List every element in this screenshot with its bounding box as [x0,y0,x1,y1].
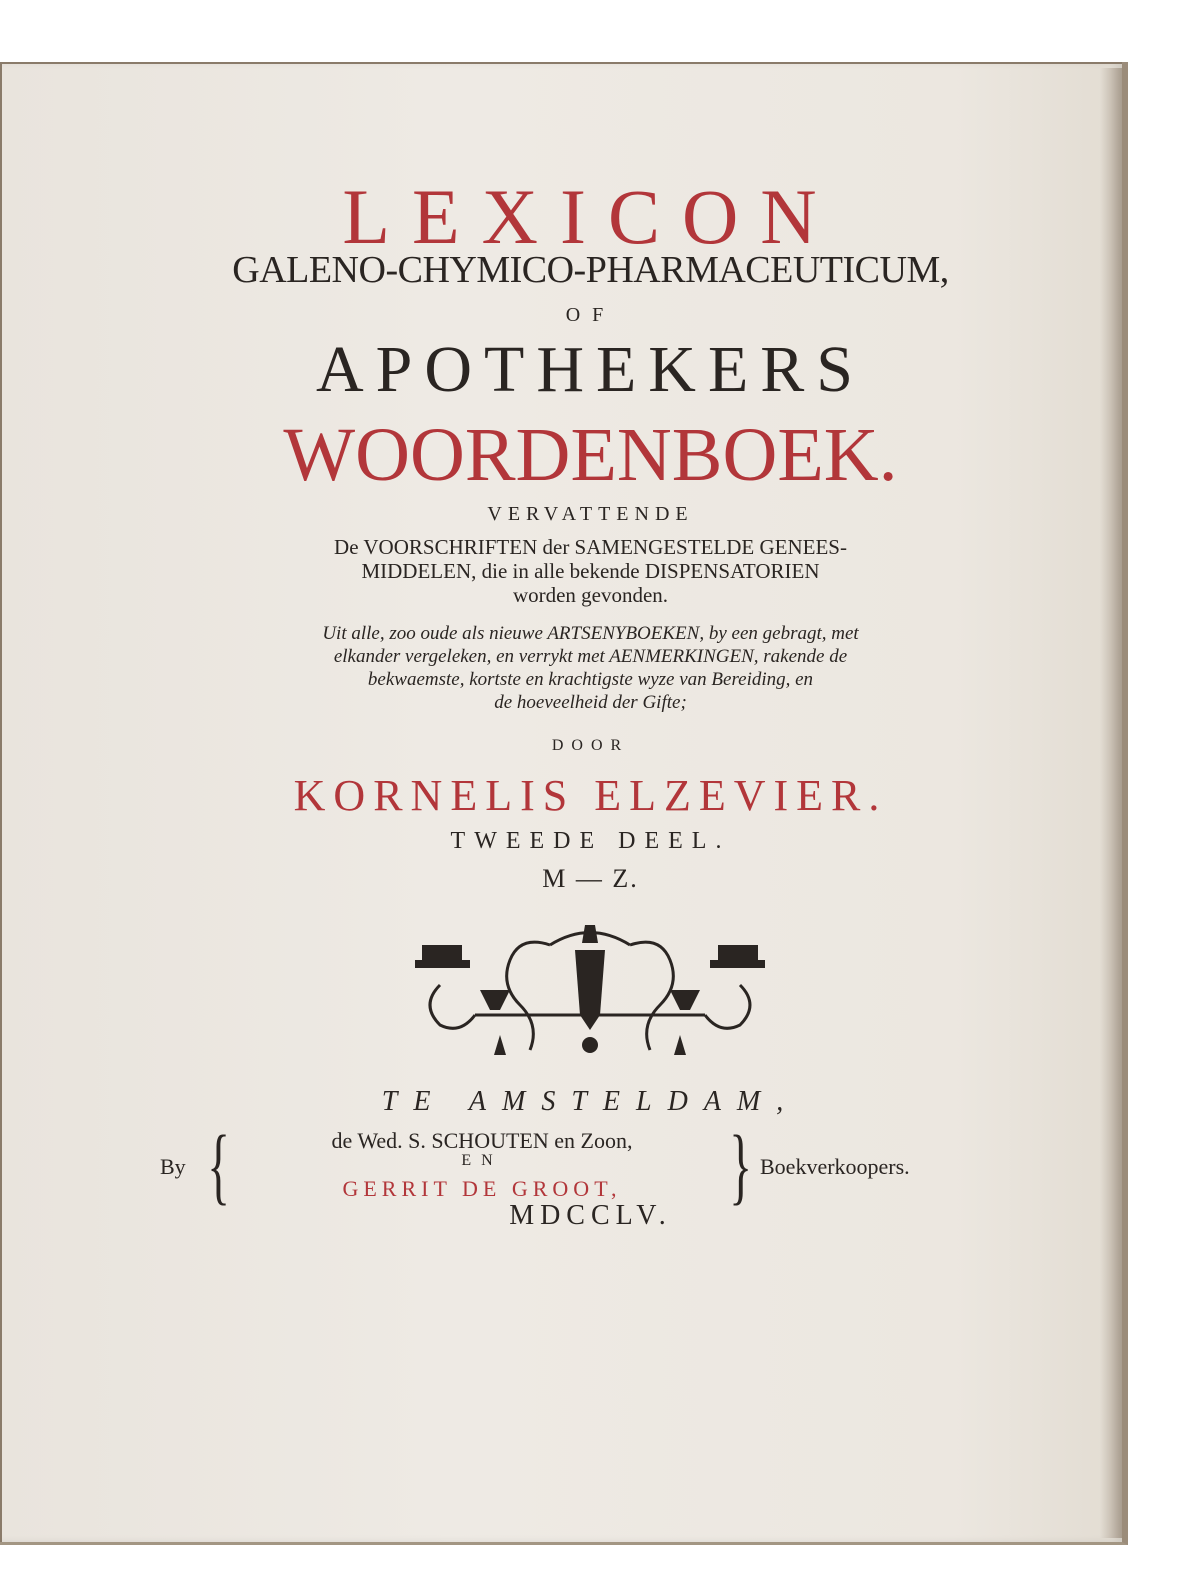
title-line-3: APOTHEKERS [315,333,866,406]
italic-description-line: bekwaemste, kortste en krachtigste wyze van Bereiding, en [367,669,814,690]
imprint-year: MDCCLV. [509,1200,672,1231]
letter-range: M — Z. [542,864,639,893]
publisher-1: de Wed. S. SCHOUTEN en Zoon, [331,1128,633,1153]
imprint-by: By [160,1154,186,1179]
right-brace-icon: } [729,1117,752,1213]
description-line: De VOORSCHRIFTEN der SAMENGESTELDE GENEES- [334,535,847,559]
by-word: DOOR [551,737,630,754]
title-line-4: WOORDENBOEK. [283,413,898,497]
subtitle-heading: VERVATTENDE [487,503,694,525]
description-line: worden gevonden. [512,583,669,607]
italic-description [0,622,1181,714]
italic-description-line: elkander vergeleken, en verrykt met AENMERKINGEN, rakende de [333,646,848,667]
description-line: MIDDELEN, die in alle bekende DISPENSATORIEN [361,559,820,583]
italic-description-line: de hoeveelheid der Gifte; [494,692,687,713]
volume-label: TWEEDE DEEL. [450,828,731,854]
imprint-block [0,1117,1181,1213]
title-line-1: LEXICON [342,173,839,260]
publisher-role: Boekverkoopers. [760,1154,910,1179]
conjunction: OF [565,304,616,326]
imprint-city: TE AMSTELDAM, [381,1086,800,1117]
author-name: KORNELIS ELZEVIER. [293,771,888,820]
publisher-2: GERRIT DE GROOT, [342,1176,622,1201]
title-line-2: GALENO-CHYMICO-PHARMACEUTICUM, [232,249,949,291]
left-brace-icon: { [207,1117,230,1213]
printer-ornament-icon [400,915,780,1065]
description [0,535,1181,607]
imprint-and: EN [461,1152,503,1169]
italic-description-line: Uit alle, zoo oude als nieuwe ARTSENYBOEKEN, by een gebragt, met [322,623,859,644]
